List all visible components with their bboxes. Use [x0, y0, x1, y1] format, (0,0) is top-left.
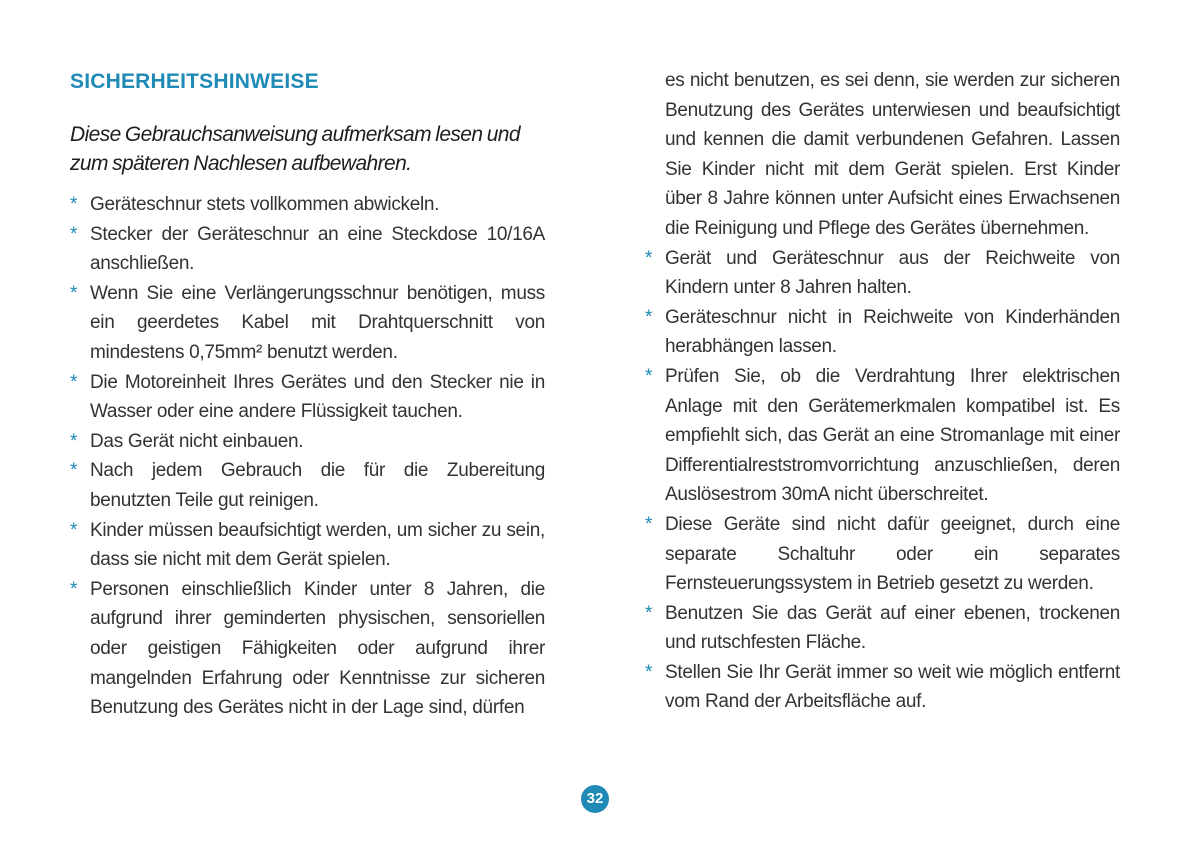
list-item-text: Wenn Sie eine Verlängerungsschnur benötigen, muss ein geerdetes Kabel mit Drahtquerschnitt von mindestens 0,75mm² benutzt werden.: [90, 282, 545, 363]
page-number-badge: 32: [581, 785, 609, 813]
list-item: [70, 279, 545, 368]
list-item: [645, 599, 1120, 658]
intro-text: Diese Gebrauchsanweisung aufmerksam lesen und zum späteren Nachlesen aufbewahren.: [70, 123, 520, 175]
asterisk-icon: *: [70, 282, 78, 304]
list-item: [645, 510, 1120, 599]
list-item-text: Gerät und Geräteschnur aus der Reichweite von Kindern unter 8 Jahren halten.: [665, 247, 1120, 299]
list-item: [70, 456, 545, 515]
asterisk-icon: *: [70, 578, 78, 600]
list-item: [70, 575, 545, 723]
list-item: [645, 658, 1120, 717]
list-item: [70, 427, 545, 457]
asterisk-icon: *: [645, 602, 653, 624]
asterisk-icon: *: [70, 194, 78, 215]
asterisk-icon: *: [645, 661, 653, 683]
list-item-text: Geräteschnur stets vollkommen abwickeln.: [90, 194, 440, 215]
list-item: [70, 516, 545, 575]
asterisk-icon: *: [70, 460, 78, 482]
asterisk-icon: *: [70, 430, 78, 452]
list-item-text: Diese Geräte sind nicht dafür geeignet, durch eine separate Schaltuhr oder ein separates Fernsteuerungssystem in Betrieb gesetzt zu werden.: [665, 513, 1120, 595]
asterisk-icon: *: [645, 306, 653, 328]
list-item-text: Nach jedem Gebrauch die für die Zubereitung benutzten Teile gut reinigen.: [90, 460, 545, 511]
list-item-text: Stecker der Geräteschnur an eine Steckdose 10/16A anschließen.: [90, 223, 545, 275]
page-title: SICHERHEITSHINWEISE: [70, 70, 319, 93]
right-column-list: [645, 66, 1120, 717]
list-item: [645, 362, 1120, 510]
list-item-text: Prüfen Sie, ob die Verdrahtung Ihrer elektrischen Anlage mit den Gerätemerkmalen kompatibel ist. Es empfiehlt sich, das Gerät an eine Stromanlage mit einer Differentialreststromvorrichtung anzuschließen, deren Auslösestrom 30mA nicht überschreitet.: [665, 365, 1120, 506]
list-item-text: Kinder müssen beaufsichtigt werden, um sicher zu sein, dass sie nicht mit dem Gerät spielen.: [90, 519, 545, 571]
list-item: [70, 368, 545, 427]
list-item: [70, 220, 545, 279]
asterisk-icon: *: [70, 371, 78, 393]
list-item: [645, 244, 1120, 303]
asterisk-icon: *: [70, 223, 78, 245]
list-item-text: Geräteschnur nicht in Reichweite von Kinderhänden herabhängen lassen.: [665, 306, 1120, 358]
list-item-text: Das Gerät nicht einbauen.: [90, 430, 304, 452]
asterisk-icon: *: [645, 513, 653, 535]
list-item-continuation: [645, 66, 1120, 244]
list-item: [645, 303, 1120, 362]
list-item-text: Die Motoreinheit Ihres Gerätes und den Stecker nie in Wasser oder eine andere Flüssigkeit tauchen.: [90, 371, 545, 423]
list-item-text: es nicht benutzen, es sei denn, sie werden zur sicheren Benutzung des Gerätes unterwiesen und beaufsichtigt und kennen die damit verbundenen Gefahren. Lassen Sie Kinder nicht mit dem Gerät spielen. Erst Kinder über 8 Jahre können unter Aufsicht eines Erwachsenen die Reinigung und Pflege des Gerätes übernehmen.: [665, 70, 1120, 239]
list-item-text: Benutzen Sie das Gerät auf einer ebenen, trockenen und rutschfesten Fläche.: [665, 602, 1120, 654]
left-column-list: [70, 190, 545, 723]
asterisk-icon: *: [645, 247, 653, 269]
list-item-text: Personen einschließlich Kinder unter 8 Jahren, die aufgrund ihrer geminderten physischen, sensoriellen oder geistigen Fähigkeiten oder aufgrund ihrer mangelnden Erfahrung oder Kenntnisse zur sicheren Benutzung des Gerätes nicht in der Lage sind, dürfen: [90, 578, 545, 719]
list-item-text: Stellen Sie Ihr Gerät immer so weit wie möglich entfernt vom Rand der Arbeitsfläche auf.: [665, 661, 1120, 713]
asterisk-icon: *: [645, 365, 653, 387]
list-item: [70, 190, 545, 220]
asterisk-icon: *: [70, 519, 78, 541]
